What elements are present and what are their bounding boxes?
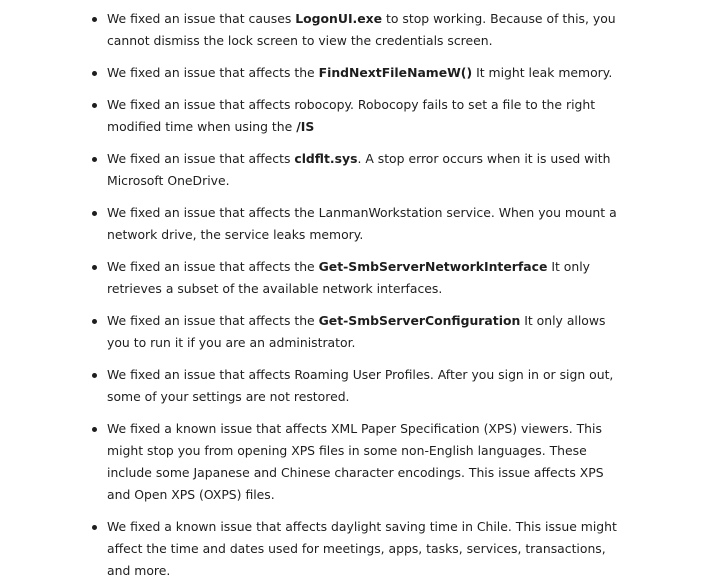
fix-keyword: cldflt.sys xyxy=(294,151,358,166)
fix-list xyxy=(107,8,627,582)
bullet-icon xyxy=(92,427,97,432)
fix-text: to stop working. Because of this, you cannot dismiss the lock screen to view the credentials screen. xyxy=(107,11,616,48)
fix-text: We fixed an issue that causes xyxy=(107,11,296,26)
bullet-icon xyxy=(92,373,97,378)
bullet-icon xyxy=(92,525,97,530)
list-item xyxy=(107,62,627,84)
fix-keyword: /IS xyxy=(296,119,315,134)
fix-text: We fixed an issue that affects xyxy=(107,151,295,166)
bullet-icon xyxy=(92,265,97,270)
fix-keyword: FindNextFileNameW() xyxy=(318,65,473,80)
fix-text: We fixed an issue that affects the xyxy=(107,65,319,80)
fix-text: It might leak memory. xyxy=(472,65,613,80)
list-item xyxy=(107,94,627,138)
fix-text: We fixed a known issue that affects XML Paper Specification (XPS) viewers. This might stop you from opening XPS files in some non-English languages. These include some Japanese and Chinese character encodings. This issue affects XPS and Open XPS (OXPS) files. xyxy=(107,421,604,502)
bullet-icon xyxy=(92,71,97,76)
fix-text: It only retrieves a subset of the available network interfaces. xyxy=(107,259,590,296)
fix-text: It only allows you to run it if you are an administrator. xyxy=(107,313,606,350)
bullet-icon xyxy=(92,103,97,108)
bullet-icon xyxy=(92,157,97,162)
list-item xyxy=(107,418,627,506)
list-item xyxy=(107,516,627,582)
fix-text: We fixed an issue that affects robocopy. Robocopy fails to set a file to the right modified time when using the xyxy=(107,97,596,134)
list-item xyxy=(107,256,627,300)
list-item xyxy=(107,148,627,192)
list-item xyxy=(107,364,627,408)
list-item xyxy=(107,202,627,246)
fix-text: We fixed an issue that affects the xyxy=(107,259,319,274)
bullet-icon xyxy=(92,319,97,324)
fix-text: We fixed a known issue that affects daylight saving time in Chile. This issue might affect the time and dates used for meetings, apps, tasks, services, transactions, and more. xyxy=(107,519,617,578)
fix-keyword: Get-SmbServerNetworkInterface xyxy=(318,259,548,274)
list-item xyxy=(107,8,627,52)
fix-text: We fixed an issue that affects the LanmanWorkstation service. When you mount a network drive, the service leaks memory. xyxy=(107,205,617,242)
fix-text: . A stop error occurs when it is used with Microsoft OneDrive. xyxy=(107,151,611,188)
fix-text: We fixed an issue that affects the xyxy=(107,313,319,328)
list-item xyxy=(107,310,627,354)
fix-text: We fixed an issue that affects Roaming User Profiles. After you sign in or sign out, some of your settings are not restored. xyxy=(107,367,614,404)
fix-keyword: LogonUI.exe xyxy=(295,11,383,26)
bullet-icon xyxy=(92,17,97,22)
fix-keyword: Get-SmbServerConfiguration xyxy=(318,313,521,328)
bullet-icon xyxy=(92,211,97,216)
